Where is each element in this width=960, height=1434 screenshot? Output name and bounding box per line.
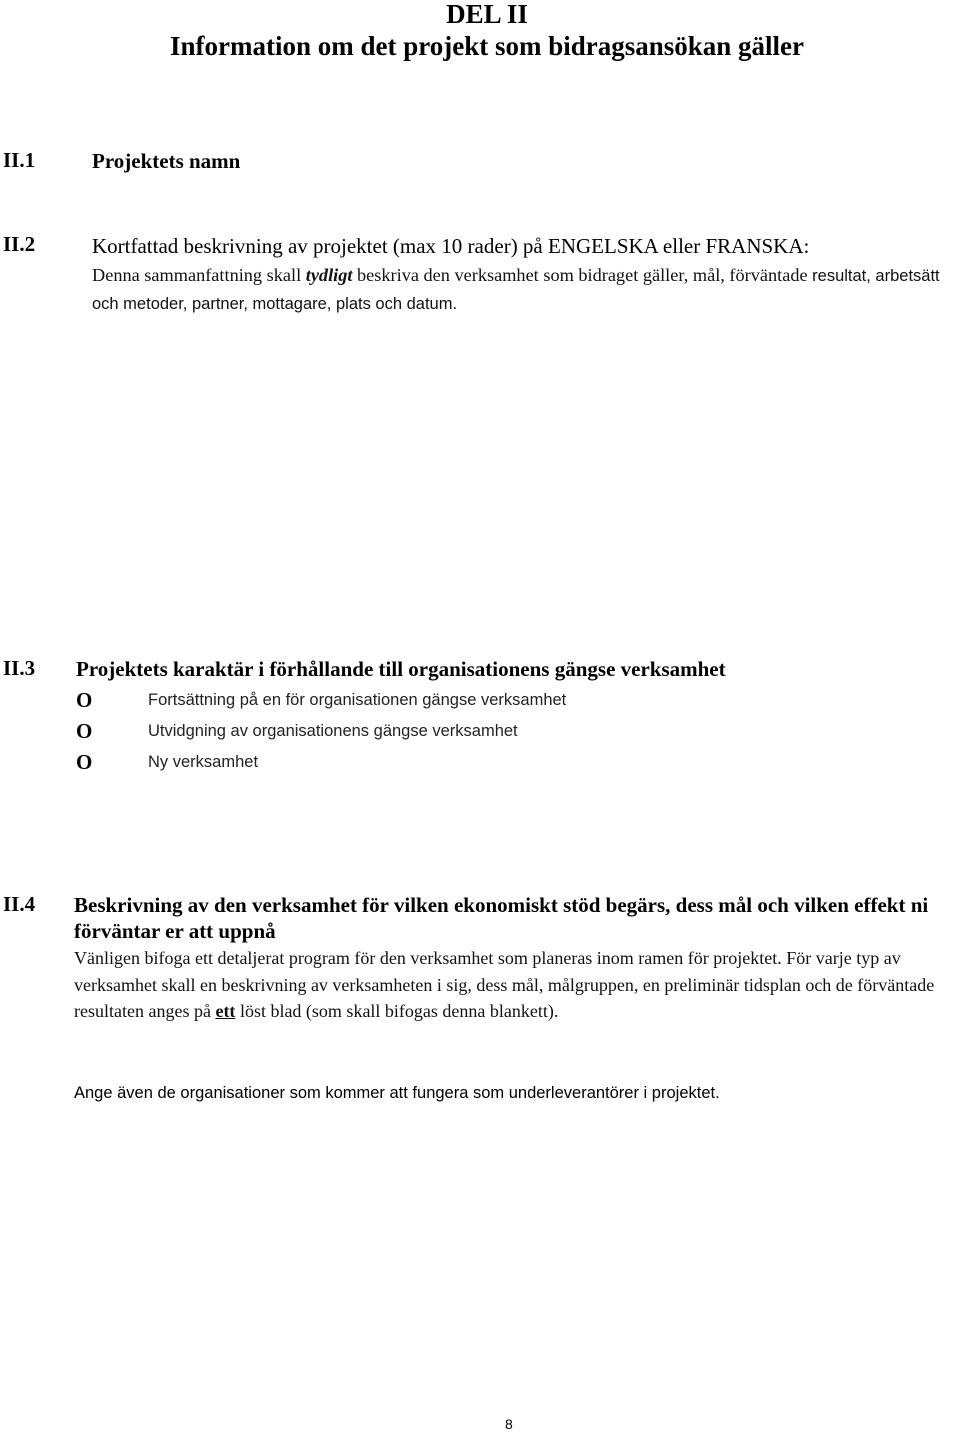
section-number-ii-2: II.2	[3, 232, 36, 256]
option-marker[interactable]: O	[76, 749, 93, 774]
option-marker[interactable]: O	[76, 687, 93, 712]
section-title-activity-description: Beskrivning av den verksamhet för vilken ekonomiskt stöd begärs, dess mål och vilken effekt ni förväntar er att uppnå	[74, 893, 929, 943]
section-summary	[92, 232, 958, 318]
option-label: Ny verksamhet	[148, 752, 259, 771]
option-continuation[interactable]	[76, 685, 566, 715]
section-number-ii-1: II.1	[3, 148, 36, 172]
summary-text-end: resultat, arbetsätt och metoder, partner, mottagare, plats och datum.	[92, 267, 940, 313]
summary-instructions	[92, 262, 958, 318]
activity-instructions	[74, 945, 960, 1025]
section-number-ii-3: II.3	[3, 656, 36, 680]
summary-emphasis: tydligt	[305, 265, 353, 285]
activity-text-end: löst blad (som skall bifogas denna blankett).	[235, 1001, 559, 1021]
summary-text-middle: beskriva den verksamhet som bidraget gäller, mål, förväntade	[352, 265, 813, 285]
section-activity-description	[74, 892, 960, 1025]
subcontractor-note: Ange även de organisationer som kommer att fungera som underleverantörer i projektet.	[74, 1084, 720, 1102]
option-marker[interactable]: O	[76, 718, 93, 743]
option-new-activity[interactable]	[76, 747, 258, 777]
section-title-summary: Kortfattad beskrivning av projektet (max 10 rader) på ENGELSKA eller FRANSKA:	[92, 234, 810, 258]
option-label: Utvidgning av organisationens gängse verksamhet	[148, 721, 518, 740]
section-number-ii-4: II.4	[3, 892, 36, 916]
summary-text-start: Denna sammanfattning skall	[92, 265, 306, 285]
page-number: 8	[505, 1416, 513, 1432]
section-title-project-character: Projektets karaktär i förhållande till organisationens gängse verksamhet	[76, 657, 726, 681]
section-title-project-name: Projektets namn	[92, 149, 241, 173]
part-heading: DEL II	[446, 0, 528, 29]
page-title: Information om det projekt som bidragsansökan gäller	[169, 31, 805, 61]
option-label: Fortsättning på en för organisationen gängse verksamhet	[148, 690, 567, 709]
option-expansion[interactable]	[76, 716, 518, 746]
underlined-word: ett	[215, 1001, 236, 1021]
activity-text-start: Vänligen bifoga ett detaljerat program för den verksamhet som planeras inom ramen för projektet. För varje typ av verksamhet skall en beskrivning av verksamheten i sig, dess mål, målgruppen, en preliminär tidsplan och de förväntade resultaten anges på	[74, 948, 935, 1021]
